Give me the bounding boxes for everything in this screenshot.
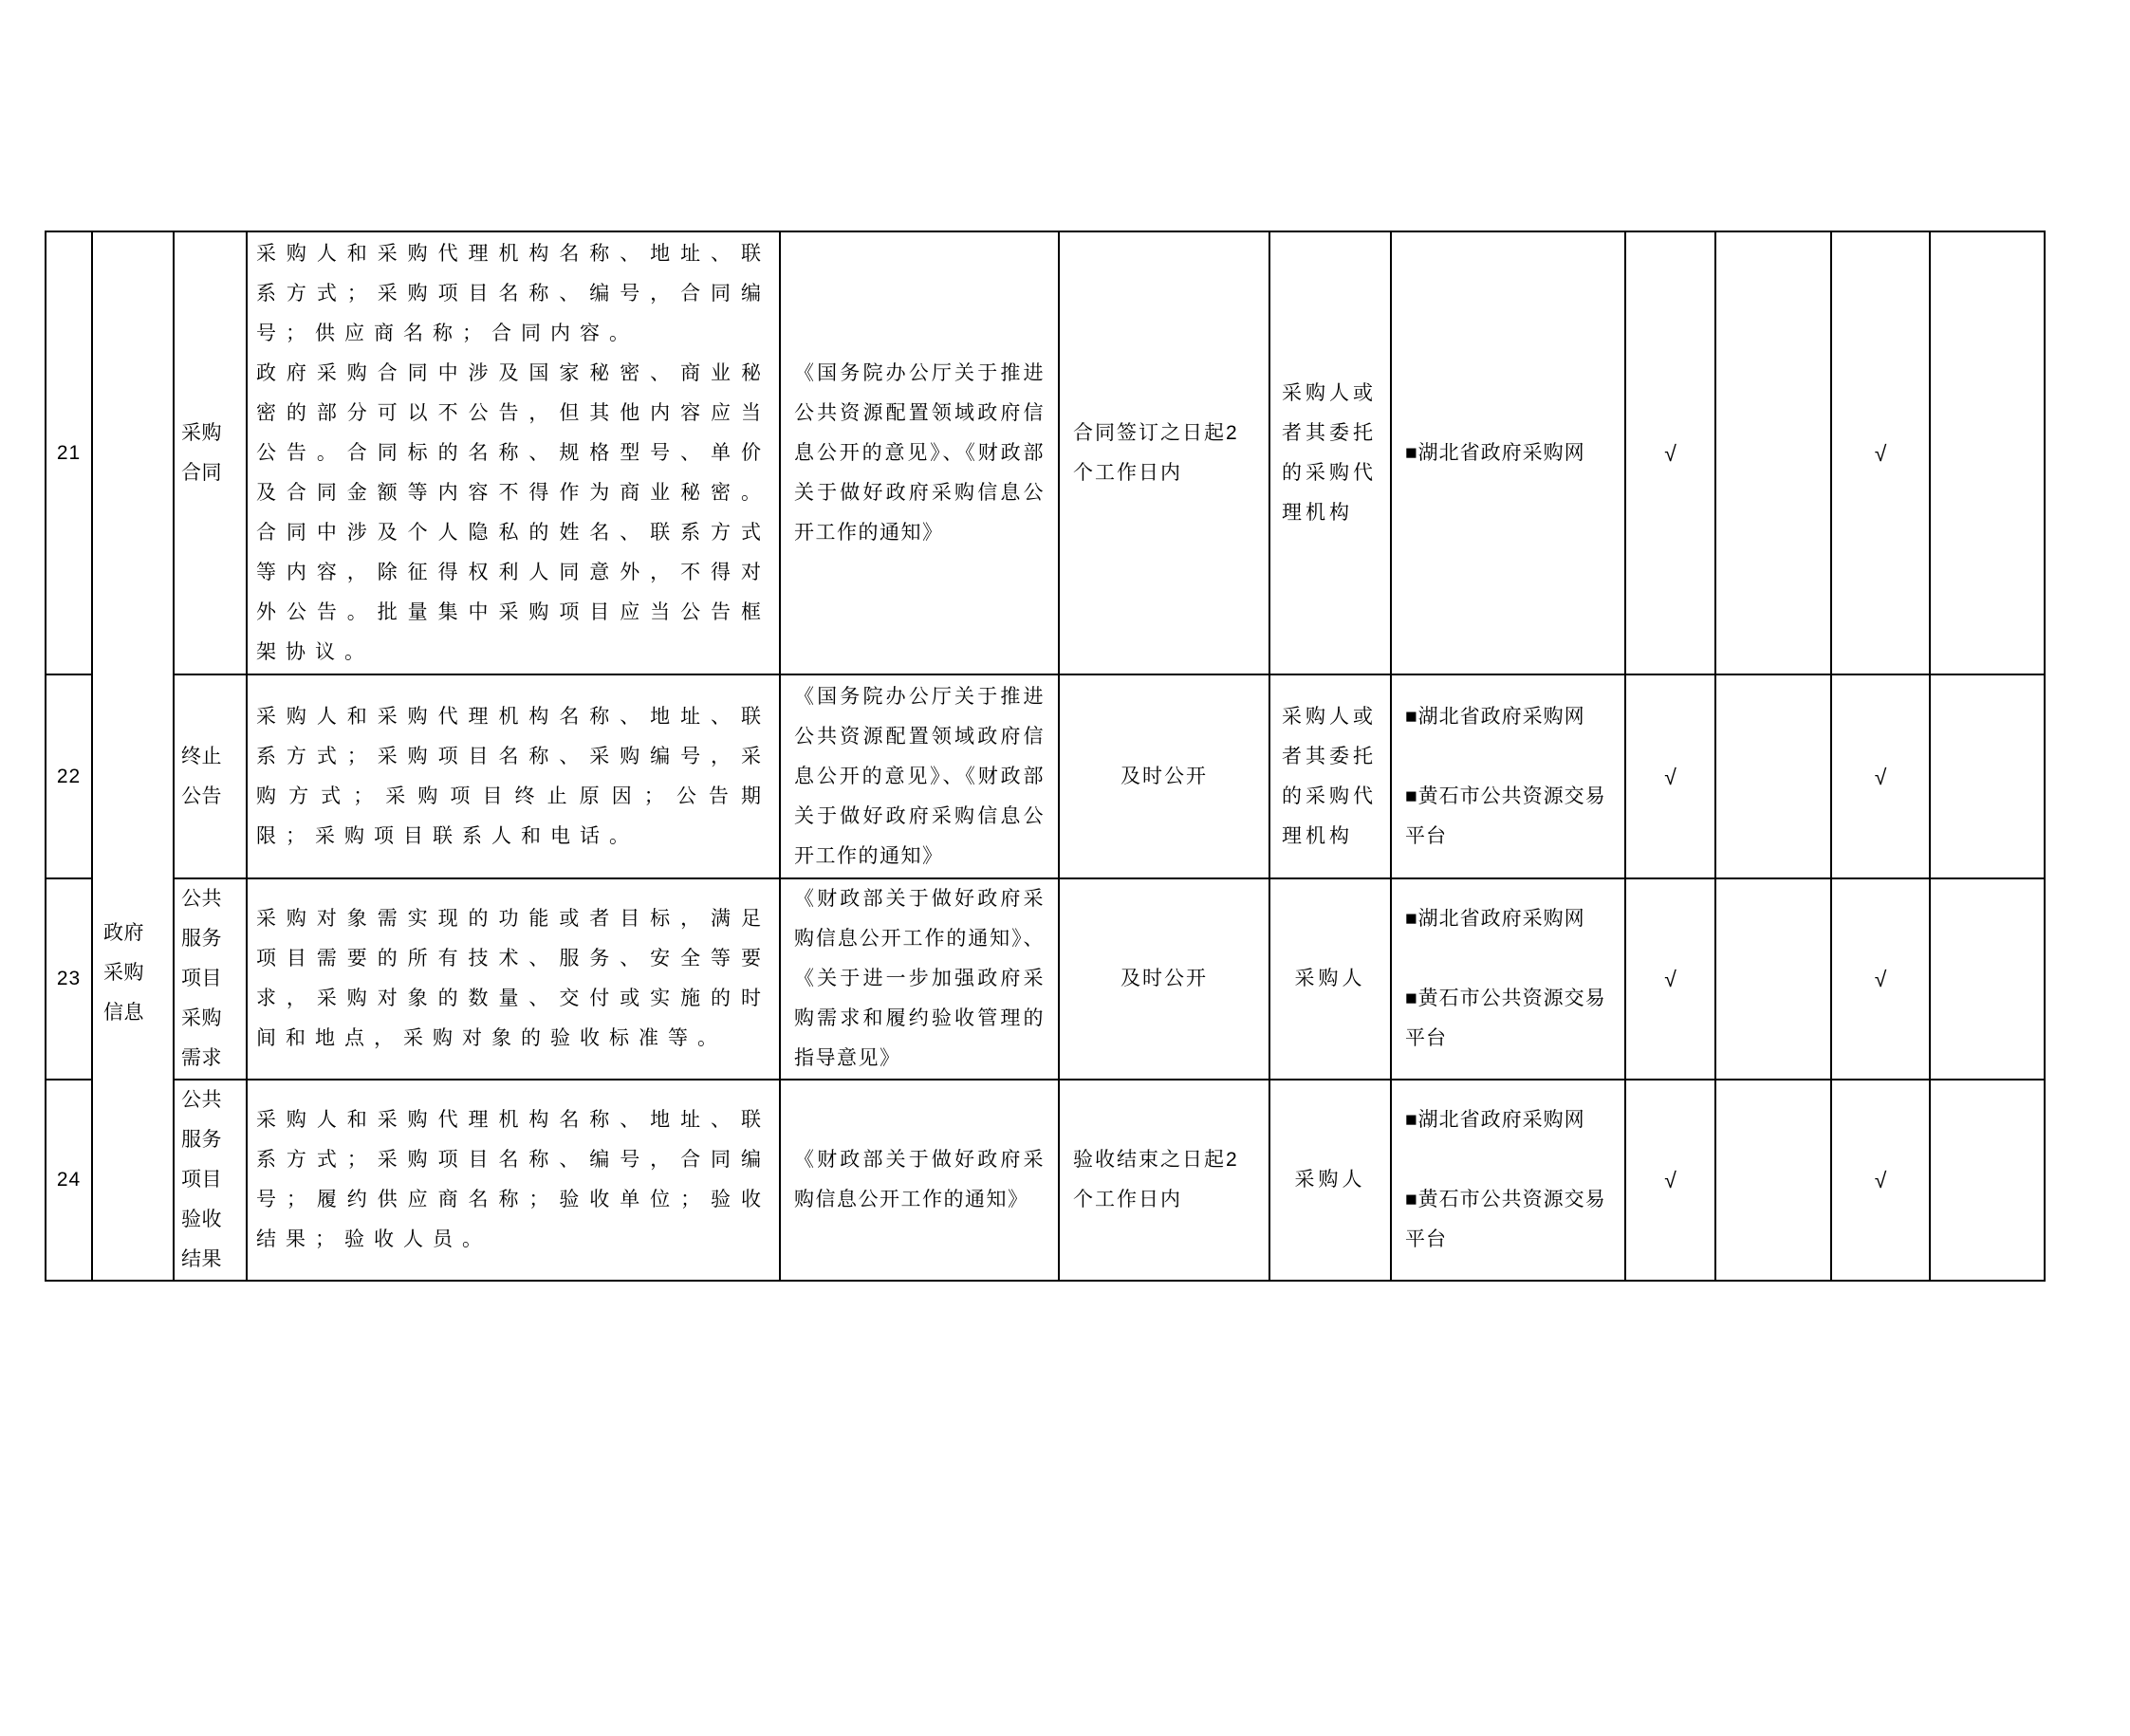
platform-item: ■湖北省政府采购网 (1405, 705, 1585, 728)
checkmark: √ (1625, 1080, 1715, 1281)
responsible-party (1269, 231, 1391, 674)
checkmark: √ (1831, 231, 1930, 674)
content-paragraph: 采购人和采购代理机构名称、地址、联系方式；采购项目名称、采购编号，采购方式；采购项目终止原因；公告期限；采购项目联系人和电话。 (256, 705, 770, 847)
checkmark: √ (1831, 1080, 1930, 1281)
checkmark: √ (1625, 878, 1715, 1080)
content-cell (247, 878, 780, 1080)
disclosure-timing (1059, 231, 1269, 674)
disclosure-timing (1059, 1080, 1269, 1281)
platform-cell (1391, 1080, 1625, 1281)
check-cell-empty (1715, 878, 1831, 1080)
row-number: 21 (46, 231, 92, 674)
disclosure-timing (1059, 674, 1269, 878)
platform-item: ■黄石市公共资源交易平台 (1405, 785, 1606, 847)
item-name: 公共服务项目验收结果 (174, 1080, 247, 1281)
platform-cell (1391, 674, 1625, 878)
content-cell (247, 1080, 780, 1281)
procurement-disclosure-table (45, 231, 2046, 1282)
checkmark: √ (1625, 231, 1715, 674)
timing-text: 验收结束之日起2个工作日内 (1073, 1149, 1239, 1210)
row-number: 24 (46, 1080, 92, 1281)
responsible-text: 采购人或者其委托的采购代理机构 (1282, 705, 1377, 847)
item-name: 公共服务项目采购需求 (174, 878, 247, 1080)
check-cell-empty (1930, 231, 2045, 674)
responsible-text: 采购人 (1294, 968, 1366, 989)
legal-basis: 《国务院办公厅关于推进公共资源配置领域政府信息公开的意见》、《财政部关于做好政府采购信息公开工作的通知》 (780, 674, 1059, 878)
platform-cell (1391, 231, 1625, 674)
responsible-party (1269, 878, 1391, 1080)
checkmark: √ (1831, 674, 1930, 878)
content-cell (247, 674, 780, 878)
row-number: 22 (46, 674, 92, 878)
platform-item: ■湖北省政府采购网 (1405, 441, 1585, 464)
item-name: 终止公告 (174, 674, 247, 878)
row-number: 23 (46, 878, 92, 1080)
check-cell-empty (1715, 674, 1831, 878)
timing-text: 及时公开 (1121, 968, 1208, 989)
table-row (46, 231, 2045, 674)
check-cell-empty (1930, 674, 2045, 878)
check-cell-empty (1930, 878, 2045, 1080)
item-name: 采购合同 (174, 231, 247, 674)
check-cell-empty (1715, 231, 1831, 674)
platform-item: ■湖北省政府采购网 (1405, 1109, 1585, 1131)
responsible-party (1269, 674, 1391, 878)
checkmark: √ (1831, 878, 1930, 1080)
document-page (0, 231, 2130, 1736)
platform-cell (1391, 878, 1625, 1080)
responsible-party (1269, 1080, 1391, 1281)
table-row (46, 674, 2045, 878)
platform-item: ■黄石市公共资源交易平台 (1405, 1189, 1606, 1250)
check-cell-empty (1930, 1080, 2045, 1281)
content-cell (247, 231, 780, 674)
content-paragraph: 采购对象需实现的功能或者目标，满足项目需要的所有技术、服务、安全等要求，采购对象的数量、交付或实施的时间和地点，采购对象的验收标准等。 (256, 908, 770, 1049)
checkmark: √ (1625, 674, 1715, 878)
content-paragraph: 采购人和采购代理机构名称、地址、联系方式；采购项目名称、编号，合同编号；履约供应商名称；验收单位；验收结果；验收人员。 (256, 1109, 770, 1250)
table-row (46, 878, 2045, 1080)
category-label: 政府采购信息 (92, 231, 174, 1281)
table-row (46, 1080, 2045, 1281)
check-cell-empty (1715, 1080, 1831, 1281)
disclosure-timing (1059, 878, 1269, 1080)
timing-text: 合同签订之日起2个工作日内 (1073, 421, 1239, 484)
legal-basis: 《财政部关于做好政府采购信息公开工作的通知》 (780, 1080, 1059, 1281)
platform-item: ■湖北省政府采购网 (1405, 908, 1585, 930)
legal-basis: 《国务院办公厅关于推进公共资源配置领域政府信息公开的意见》、《财政部关于做好政府采购信息公开工作的通知》 (780, 231, 1059, 674)
timing-text: 及时公开 (1121, 765, 1208, 787)
content-paragraph: 政府采购合同中涉及国家秘密、商业秘密的部分可以不公告，但其他内容应当公告。合同标的名称、规格型号、单价及合同金额等内容不得作为商业秘密。合同中涉及个人隐私的姓名、联系方式等内容，除征得权利人同意外，不得对外公告。批量集中采购项目应当公告框架协议。 (256, 361, 770, 663)
legal-basis: 《财政部关于做好政府采购信息公开工作的通知》、《关于进一步加强政府采购需求和履约验收管理的指导意见》 (780, 878, 1059, 1080)
content-paragraph: 采购人和采购代理机构名称、地址、联系方式；采购项目名称、编号，合同编号；供应商名称；合同内容。 (256, 242, 770, 344)
platform-item: ■黄石市公共资源交易平台 (1405, 988, 1606, 1049)
responsible-text: 采购人或者其委托的采购代理机构 (1282, 381, 1377, 524)
responsible-text: 采购人 (1294, 1169, 1366, 1191)
